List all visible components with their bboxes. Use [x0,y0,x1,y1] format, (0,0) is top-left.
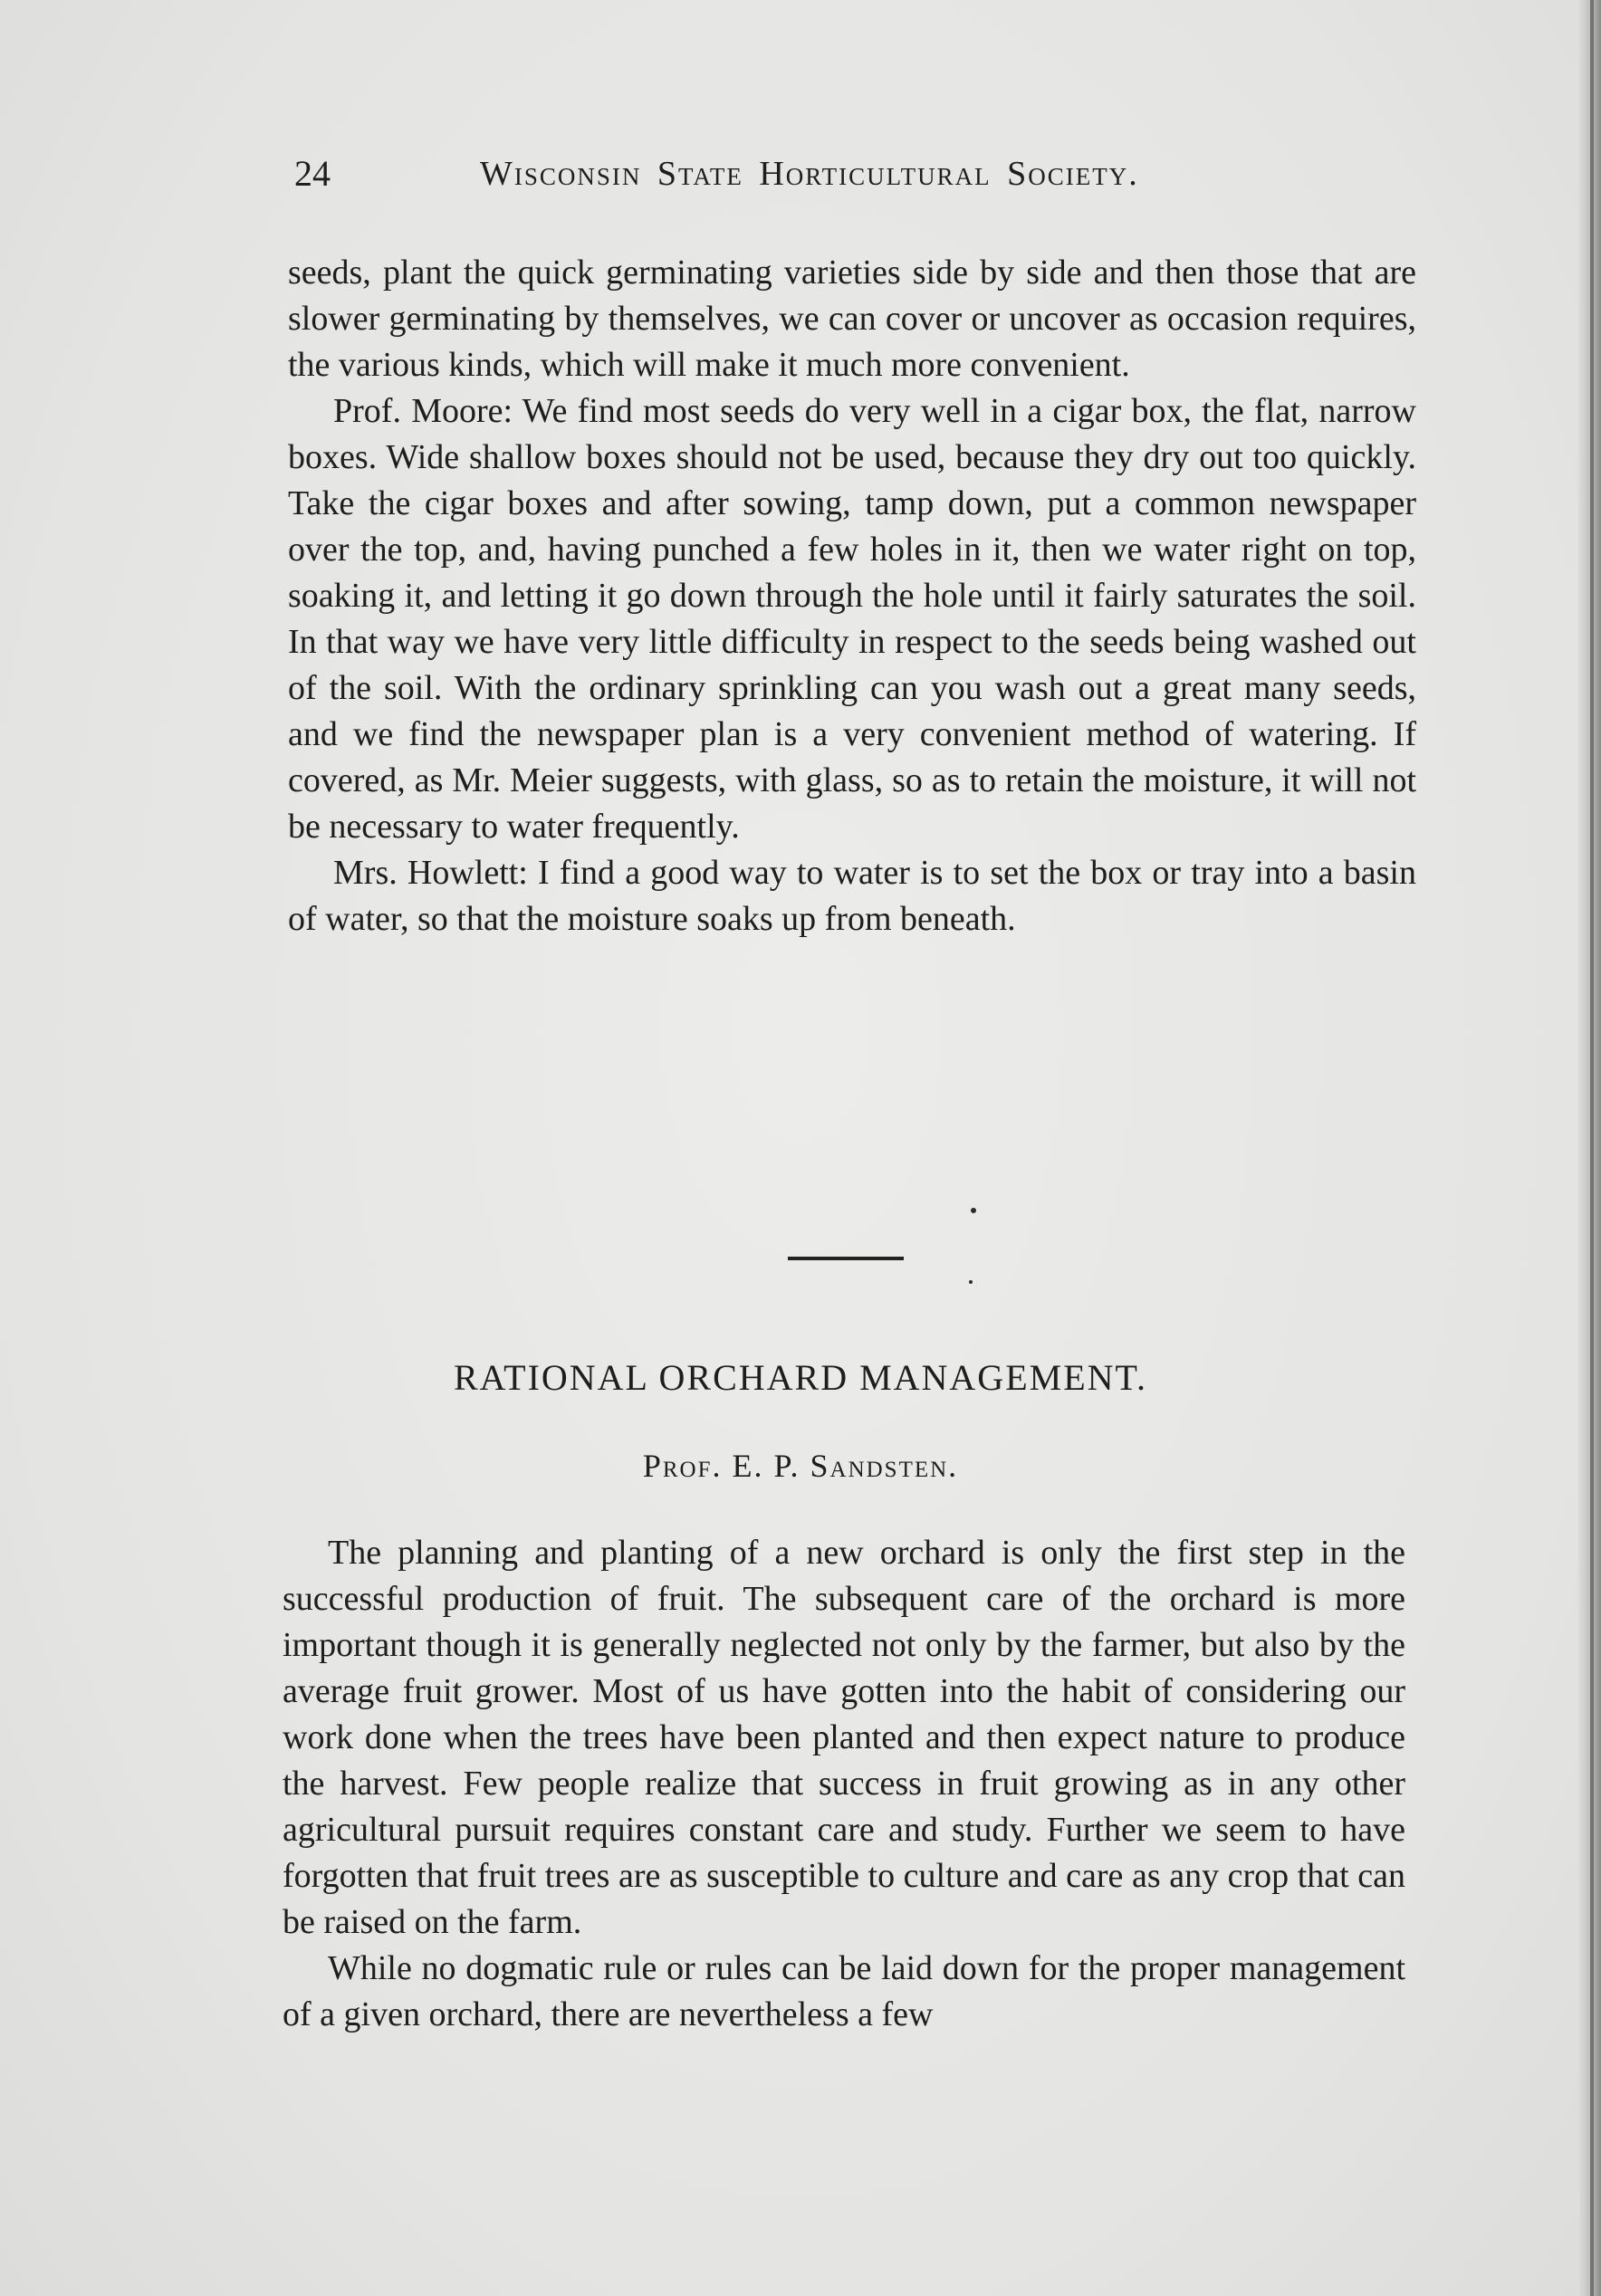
discussion-text [288,250,1416,942]
paragraph: While no dogmatic rule or rules can be laid down for the proper management of a given orchard, there are nevertheless a few [283,1949,1405,2033]
paragraph-mrs-howlett: Mrs. Howlett: I find a good way to water is to set the box or tray into a basin of water, so that the moisture soaks up from beneath. [288,854,1416,938]
print-speck [969,1280,973,1284]
paragraph-continued: seeds, plant the quick germinating varieties side by side and then those that are slower germinating by themselves, we can cover or uncover as occasion requires, the various kinds, which will make it much more convenient. [288,254,1416,384]
section-author: Prof. E. P. Sandsten. [642,1448,959,1484]
running-header [294,152,1254,206]
article-text [283,1530,1405,2038]
page-number: 24 [294,153,331,194]
running-title: Wisconsin State Horticultural Society. [480,155,1139,193]
section-title: RATIONAL ORCHARD MANAGEMENT. [454,1357,1147,1398]
paragraph-prof-moore: Prof. Moore: We find most seeds do very well in a cigar box, the flat, narrow boxes. Wide shallow boxes should not be used, because they dry out too quickly. Take the cigar boxes and after sowing, tamp down, put a common newspaper over the top, and, having punched a few holes in it, then we water right on top, soaking it, and letting it go down through the hole until it fairly saturates the soil. In that way we have very little difficulty in respect to the seeds being washed out of the soil. With the ordinary sprinkling can you wash out a great many seeds, and we find the newspaper plan is a very convenient method of watering. If covered, as Mr. Meier suggests, with glass, so as to retain the moisture, it will not be necessary to water frequently. [288,392,1416,846]
page-edge-shadow [1577,0,1601,2296]
print-speck [971,1208,976,1213]
paragraph: The planning and planting of a new orchard is only the first step in the successful production of fruit. The subsequent care of the orchard is more important though it is generally neglected not only by the farmer, but also by the average fruit grower. Most of us have gotten into the habit of considering our work done when the trees have been planted and then expect nature to produce the harvest. Few people realize that success in fruit growing as in any other agricultural pursuit requires constant care and study. Further we seem to have forgotten that fruit trees are as susceptible to culture and care as any crop that can be raised on the farm. [283,1534,1405,1941]
section-divider [788,1257,904,1260]
page-edge-line [1590,0,1594,2296]
